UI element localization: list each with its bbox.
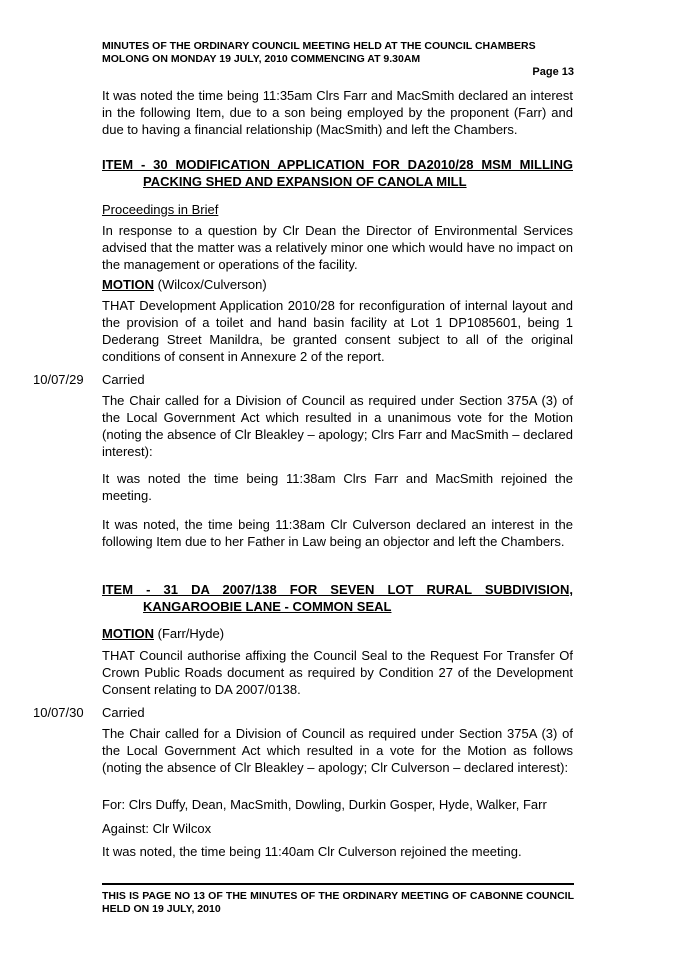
proceedings-heading: Proceedings in Brief [102,202,219,217]
item-31-result: Carried [102,705,145,720]
intro-paragraph: It was noted the time being 11:35am Clrs Farr and MacSmith declared an interest in the following Item, due to a son being employed by the proponent (Farr) and due to having a financial relationship (MacSmith) and left the Chambers. [102,88,573,137]
item-31-motion-heading [102,625,573,642]
item-30-result: Carried [102,372,145,387]
motion-movers: (Wilcox/Culverson) [154,277,267,292]
motion-movers: (Farr/Hyde) [154,626,225,641]
motion-keyword: MOTION [102,277,154,292]
item-31-rejoin-text: It was noted, the time being 11:40am Clr Culverson rejoined the meeting. [102,844,522,859]
item-30-title [102,156,573,190]
page-footer: THIS IS PAGE NO 13 OF THE MINUTES OF THE ORDINARY MEETING OF CABONNE COUNCIL HELD ON 19 JULY, 2010 [102,890,574,915]
vote-for-text: For: Clrs Duffy, Dean, MacSmith, Dowling, Durkin Gosper, Hyde, Walker, Farr [102,797,547,812]
vote-against-text: Against: Clr Wilcox [102,821,212,836]
item-31-title-line-2: KANGAROOBIE LANE - COMMON SEAL [143,599,392,614]
item-30-motion-text: THAT Development Application 2010/28 for reconfiguration of internal layout and the provision of a toilet and hand basin facility at Lot 1 DP1085601, being 1 Dederang Street Manildra, be granted consent subject to all of the original conditions of consent in Annexure 2 of the report. [102,298,573,364]
item-31-title-line-1: ITEM - 31 DA 2007/138 FOR SEVEN LOT RURAL SUBDIVISION, [102,582,573,597]
proceedings-text: In response to a question by Clr Dean the Director of Environmental Services advised that the matter was a relatively minor one which would have no impact on the management or operations of the facility. [102,223,573,272]
culverson-interest-text: It was noted, the time being 11:38am Clr Culverson declared an interest in the following Item due to her Father in Law being an objector and left the Chambers. [102,517,573,549]
header-line-1: MINUTES OF THE ORDINARY COUNCIL MEETING HELD AT THE COUNCIL CHAMBERS [102,40,536,52]
item-30-rejoin-text: It was noted the time being 11:38am Clrs Farr and MacSmith rejoined the meeting. [102,471,573,503]
item-30-motion-heading [102,276,573,293]
item-31-title [102,581,573,615]
item-30-title-line-1: ITEM - 30 MODIFICATION APPLICATION FOR DA2010/28 MSM MILLING [102,157,573,172]
resolution-number-30: 10/07/30 [33,705,84,720]
item-31-motion-text: THAT Council authorise affixing the Council Seal to the Request For Transfer Of Crown Public Roads document as required by Condition 27 of the Development Consent relating to DA 2007/0138. [102,648,573,697]
item-30-title-line-2: PACKING SHED AND EXPANSION OF CANOLA MILL [143,174,467,189]
header-line-2: MOLONG ON MONDAY 19 JULY, 2010 COMMENCING AT 9.30AM [102,52,421,65]
item-30-division-text: The Chair called for a Division of Council as required under Section 375A (3) of the Local Government Act which resulted in a unanimous vote for the Motion (noting the absence of Clr Bleakley – apology; Clrs Farr and MacSmith – declared interest): [102,393,573,459]
footer-divider [102,883,574,885]
item-31-division-text: The Chair called for a Division of Council as required under Section 375A (3) of the Local Government Act which resulted in a vote for the Motion as follows (noting the absence of Clr Bleakley – apology; Clr Culverson – declared interest): [102,726,573,775]
resolution-number-29: 10/07/29 [33,372,84,387]
page-number: Page 13 [532,66,574,78]
page-header [102,40,574,65]
motion-keyword: MOTION [102,626,154,641]
